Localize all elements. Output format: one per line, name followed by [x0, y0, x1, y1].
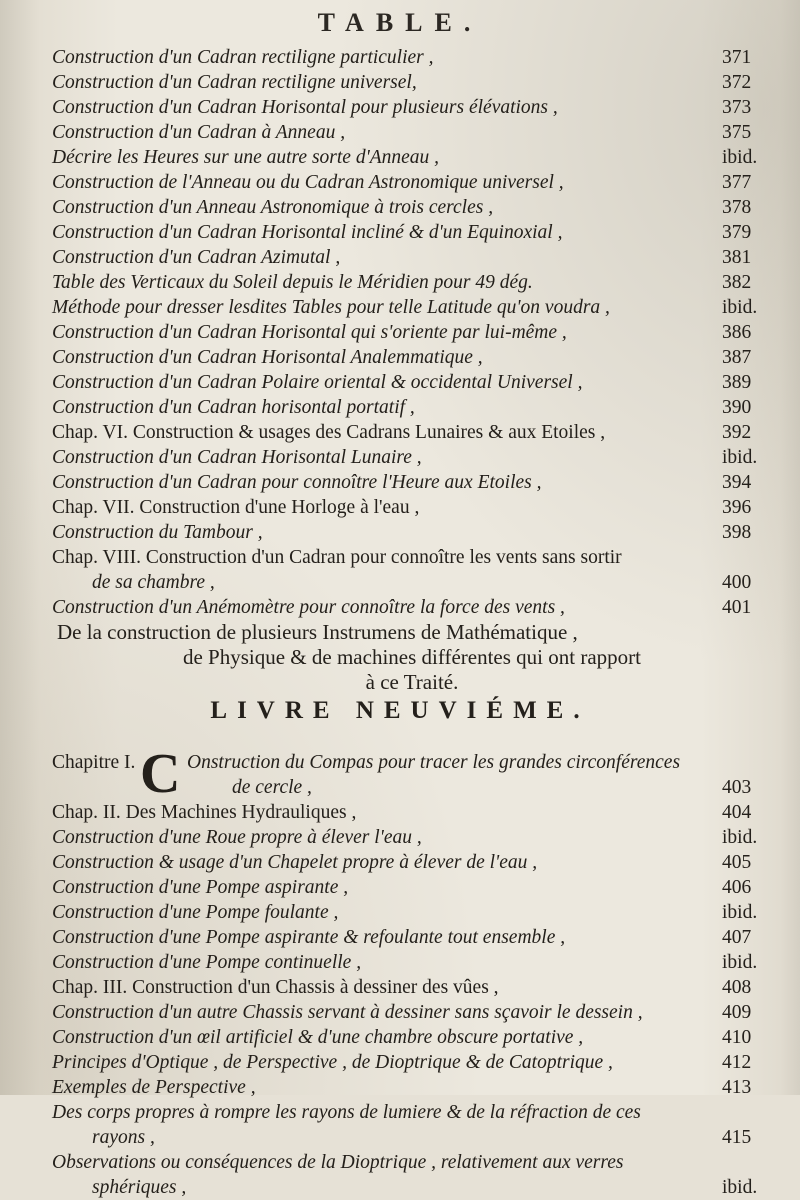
toc-entry	[52, 370, 772, 395]
toc-entry	[52, 320, 772, 345]
toc-entry	[52, 1100, 772, 1125]
toc-entry	[52, 825, 772, 850]
toc-entry	[52, 220, 772, 245]
toc-entry-page: 386	[722, 322, 752, 343]
toc-entry	[52, 95, 772, 120]
toc-group-1	[52, 45, 772, 620]
toc-entry-title: Construction d'une Roue propre à élever l'eau ,	[52, 827, 422, 848]
toc-entry-page: 387	[722, 347, 752, 368]
toc-entry	[52, 395, 772, 420]
toc-group-2	[52, 800, 772, 1200]
toc-entry-page: 412	[722, 1052, 752, 1073]
page-header: TABLE.	[317, 8, 483, 37]
toc-entry-title: Construction d'un Cadran rectiligne universel,	[52, 72, 417, 93]
toc-entry-page: ibid.	[722, 147, 758, 168]
toc-entry	[52, 70, 772, 95]
toc-entry-title: Chap. VI. Construction & usages des Cadrans Lunaires & aux Etoiles ,	[52, 422, 606, 443]
toc-entry	[52, 975, 772, 1000]
toc-entry-page: 408	[722, 977, 752, 998]
toc-entry-page: 382	[722, 272, 752, 293]
toc-entry-title: Construction d'un Cadran Horisontal Lunaire ,	[52, 447, 422, 468]
toc-entry-title: Construction d'une Pompe continuelle ,	[52, 952, 362, 973]
toc-entry-page: ibid.	[722, 902, 758, 923]
toc-entry-title: Construction d'un Cadran horisontal portatif ,	[52, 397, 415, 418]
toc-entry	[52, 900, 772, 925]
toc-entry	[52, 445, 772, 470]
toc-entry-title: Construction d'un Cadran Polaire oriental & occidental Universel ,	[52, 372, 583, 393]
toc-entry-page: 392	[722, 422, 752, 443]
toc-entry-page: 381	[722, 247, 752, 268]
toc-entry-page: 371	[722, 47, 752, 68]
section-heading-line-1: De la construction de plusieurs Instrumens de Mathématique ,	[57, 620, 578, 644]
toc-entry-title: Des corps propres à rompre les rayons de lumiere & de la réfraction de ces	[52, 1102, 641, 1123]
toc-entry-page: 406	[722, 877, 752, 898]
section-heading-line-2: de Physique & de machines différentes qui ont rapport	[182, 645, 641, 669]
chapter-1-line-1: Onstruction du Compas pour tracer les grandes circonférences	[187, 752, 681, 773]
toc-entry-title: Construction d'un autre Chassis servant à dessiner sans sçavoir le dessein ,	[52, 1002, 643, 1023]
toc-entry-page: 400	[722, 572, 752, 593]
toc-entry-page: 372	[722, 72, 752, 93]
toc-entry-page: 379	[722, 222, 752, 243]
chapter-1-dropcap: C	[140, 743, 181, 805]
toc-entry-title: Méthode pour dresser lesdites Tables pour telle Latitude qu'on voudra ,	[52, 297, 610, 318]
toc-entry-page: 377	[722, 172, 752, 193]
toc-entry-title: Construction d'un Cadran Azimutal ,	[52, 247, 341, 268]
toc-entry	[52, 1150, 772, 1175]
toc-entry	[52, 170, 772, 195]
toc-entry	[52, 120, 772, 145]
toc-entry-page: 378	[722, 197, 752, 218]
toc-entry-page: 398	[722, 522, 752, 543]
toc-entry	[52, 545, 772, 570]
toc-entry-title: Construction d'un Cadran Horisontal Analemmatique ,	[52, 347, 483, 368]
chapter-1-label: Chapitre I.	[52, 752, 136, 773]
toc-entry-title: Observations ou conséquences de la Dioptrique , relativement aux verres	[52, 1152, 624, 1173]
toc-entry-title: Construction d'un Anémomètre pour connoître la force des vents ,	[52, 597, 565, 618]
toc-entry	[52, 875, 772, 900]
toc-entry-title: Exemples de Perspective ,	[52, 1077, 256, 1098]
toc-entry-title: Chap. II. Des Machines Hydrauliques ,	[52, 802, 357, 823]
toc-entry-title: Chap. VIII. Construction d'un Cadran pour connoître les vents sans sortir	[52, 547, 622, 568]
toc-entry	[52, 145, 772, 170]
toc-entry	[52, 570, 772, 595]
toc-entry-title: Construction d'un Cadran pour connoître l'Heure aux Etoiles ,	[52, 472, 542, 493]
toc-entry-page: 401	[722, 597, 752, 618]
toc-entry-title: Construction de l'Anneau ou du Cadran Astronomique universel ,	[52, 172, 564, 193]
toc-entry	[52, 950, 772, 975]
toc-entry-page: 396	[722, 497, 752, 518]
toc-entry	[52, 1025, 772, 1050]
toc-entry-title: Construction d'un Cadran à Anneau ,	[52, 122, 346, 143]
toc-entry-page: ibid.	[722, 297, 758, 318]
toc-entry	[52, 195, 772, 220]
toc-entry-page: 373	[722, 97, 752, 118]
chapter-1-page: 403	[722, 777, 752, 798]
toc-entry	[52, 850, 772, 875]
toc-entry-title: Construction d'un Anneau Astronomique à trois cercles ,	[52, 197, 494, 218]
toc-entry-title: Construction d'un Cadran Horisontal qui s'oriente par lui-même ,	[52, 322, 567, 343]
book-title: LIVRE NEUVIÉME.	[210, 697, 590, 724]
toc-entry-title: rayons ,	[92, 1127, 155, 1148]
toc-entry-page: 390	[722, 397, 752, 418]
toc-entry-page: ibid.	[722, 827, 758, 848]
toc-entry-title: Construction d'un Cadran rectiligne particulier ,	[52, 47, 434, 68]
section-heading-line-3: à ce Traité.	[365, 670, 459, 694]
toc-entry-title: sphériques ,	[92, 1177, 187, 1198]
toc-entry-title: Chap. VII. Construction d'une Horloge à l'eau ,	[52, 497, 420, 518]
toc-entry-title: Construction d'une Pompe aspirante & refoulante tout ensemble ,	[52, 927, 566, 948]
toc-entry-title: Construction d'un Cadran Horisontal pour plusieurs élévations ,	[52, 97, 558, 118]
toc-entry-title: Construction & usage d'un Chapelet propre à élever de l'eau ,	[52, 852, 538, 873]
toc-entry	[52, 245, 772, 270]
toc-entry-page: 404	[722, 802, 752, 823]
toc-entry	[52, 1000, 772, 1025]
toc-entry-title: Construction du Tambour ,	[52, 522, 263, 543]
toc-entry	[52, 470, 772, 495]
toc-entry-title: Chap. III. Construction d'un Chassis à dessiner des vûes ,	[52, 977, 499, 998]
toc-entry-title: de sa chambre ,	[92, 572, 215, 593]
toc-entry-page: 410	[722, 1027, 752, 1048]
toc-entry-title: Construction d'un œil artificiel & d'une chambre obscure portative ,	[52, 1027, 584, 1048]
toc-entry-page: 389	[722, 372, 752, 393]
toc-entry-page: 413	[722, 1077, 752, 1098]
toc-entry-page: 409	[722, 1002, 752, 1023]
toc-entry-title: Principes d'Optique , de Perspective , de Dioptrique & de Catoptrique ,	[52, 1052, 613, 1073]
toc-entry	[52, 1050, 772, 1075]
toc-entry	[52, 1125, 772, 1150]
toc-entry-page: ibid.	[722, 952, 758, 973]
chapter-1-entry	[52, 743, 772, 805]
toc-entry-title: Construction d'une Pompe aspirante ,	[52, 877, 349, 898]
toc-entry-title: Table des Verticaux du Soleil depuis le Méridien pour 49 dég.	[52, 272, 533, 293]
toc-entry-title: Construction d'un Cadran Horisontal incliné & d'un Equinoxial ,	[52, 222, 563, 243]
toc-entry-page: 394	[722, 472, 752, 493]
toc-entry	[52, 520, 772, 545]
toc-entry-page: 375	[722, 122, 752, 143]
toc-entry	[52, 45, 772, 70]
toc-entry	[52, 1175, 772, 1200]
toc-entry-page: 405	[722, 852, 752, 873]
toc-entry	[52, 295, 772, 320]
toc-entry	[52, 595, 772, 620]
toc-entry	[52, 1075, 772, 1100]
toc-entry-title: Construction d'une Pompe foulante ,	[52, 902, 339, 923]
toc-entry	[52, 925, 772, 950]
toc-entry	[52, 800, 772, 825]
toc-entry	[52, 420, 772, 445]
toc-entry	[52, 495, 772, 520]
toc-entry-page: ibid.	[722, 447, 758, 468]
toc-entry	[52, 345, 772, 370]
toc-entry-title: Décrire les Heures sur une autre sorte d'Anneau ,	[52, 147, 440, 168]
toc-entry	[52, 270, 772, 295]
toc-entry-page: 407	[722, 927, 752, 948]
toc-entry-page: 415	[722, 1127, 752, 1148]
chapter-1-line-2: de cercle ,	[232, 777, 312, 798]
toc-entry-page: ibid.	[722, 1177, 758, 1198]
section-heading	[52, 620, 772, 695]
